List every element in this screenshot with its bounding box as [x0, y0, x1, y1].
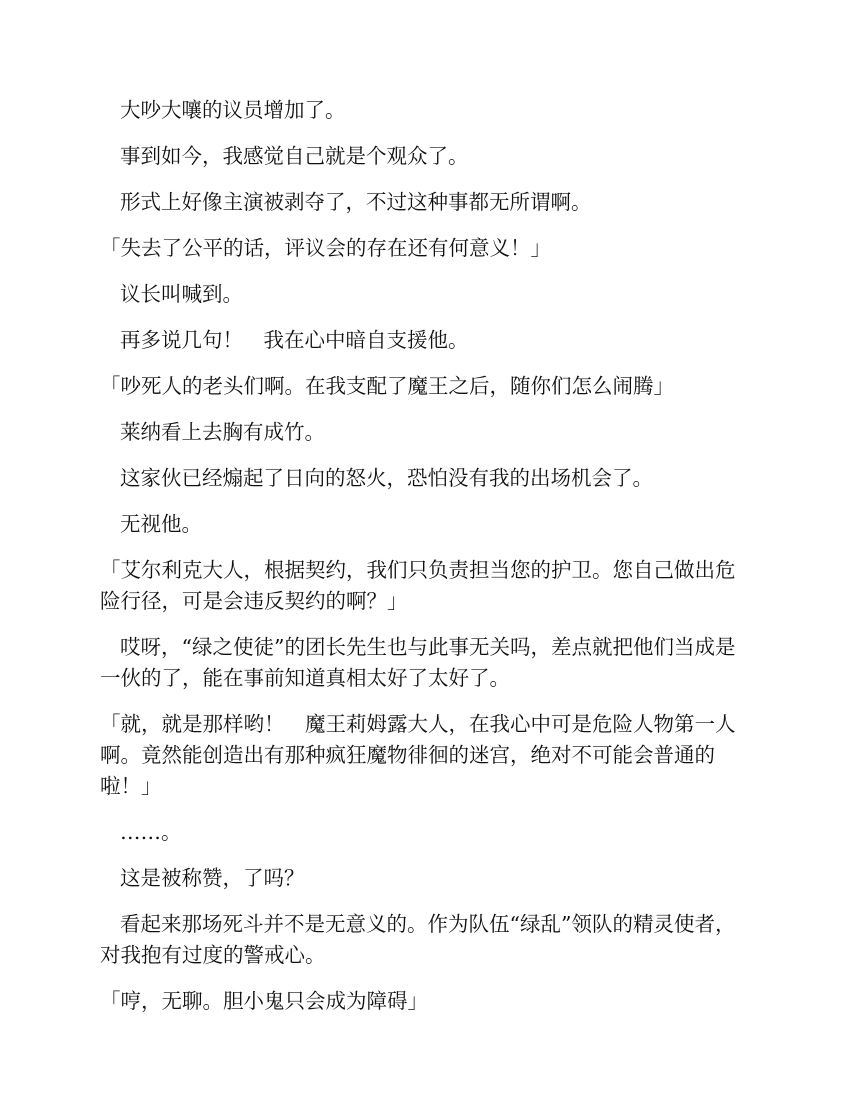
dialogue-paragraph: 「就，就是那样哟！ 魔王莉姆露大人，在我心中可是危险人物第一人啊。竟然能创造出有那种疯狂魔物徘徊的迷宫，绝对不可能会普通的啦！」	[100, 712, 736, 798]
paragraph: 莱纳看上去胸有成竹。	[120, 420, 325, 444]
paragraph: 议长叫喊到。	[120, 282, 243, 306]
paragraph: 事到如今，我感觉自己就是个观众了。	[120, 144, 469, 168]
dialogue-paragraph: 「艾尔利克大人，根据契约，我们只负责担当您的护卫。您自己做出危险行径，可是会违反契约的啊？」	[100, 558, 736, 613]
paragraph: ……。	[120, 820, 182, 844]
paragraph: 无视他。	[120, 512, 202, 536]
paragraph: 大吵大嚷的议员增加了。	[120, 98, 346, 122]
document-body	[100, 95, 755, 1032]
paragraph: 再多说几句！ 我在心中暗自支援他。	[120, 328, 469, 352]
paragraph: 这是被称赞，了吗？	[120, 866, 305, 890]
dialogue-paragraph: 「失去了公平的话，评议会的存在还有何意义！」	[100, 236, 551, 260]
dialogue-paragraph: 「哼，无聊。胆小鬼只会成为障碍」	[100, 989, 428, 1013]
paragraph: 看起来那场死斗并不是无意义的。作为队伍“绿乱”领队的精灵使者，对我抱有过度的警戒心。	[100, 912, 736, 967]
paragraph: 这家伙已经煽起了日向的怒火，恐怕没有我的出场机会了。	[120, 466, 653, 490]
paragraph: 哎呀，“绿之使徒”的团长先生也与此事无关吗，差点就把他们当成是一伙的了，能在事前知道真相太好了太好了。	[100, 635, 736, 690]
paragraph: 形式上好像主演被剥夺了，不过这种事都无所谓啊。	[120, 190, 592, 214]
dialogue-paragraph: 「吵死人的老头们啊。在我支配了魔王之后，随你们怎么闹腾」	[100, 374, 674, 398]
